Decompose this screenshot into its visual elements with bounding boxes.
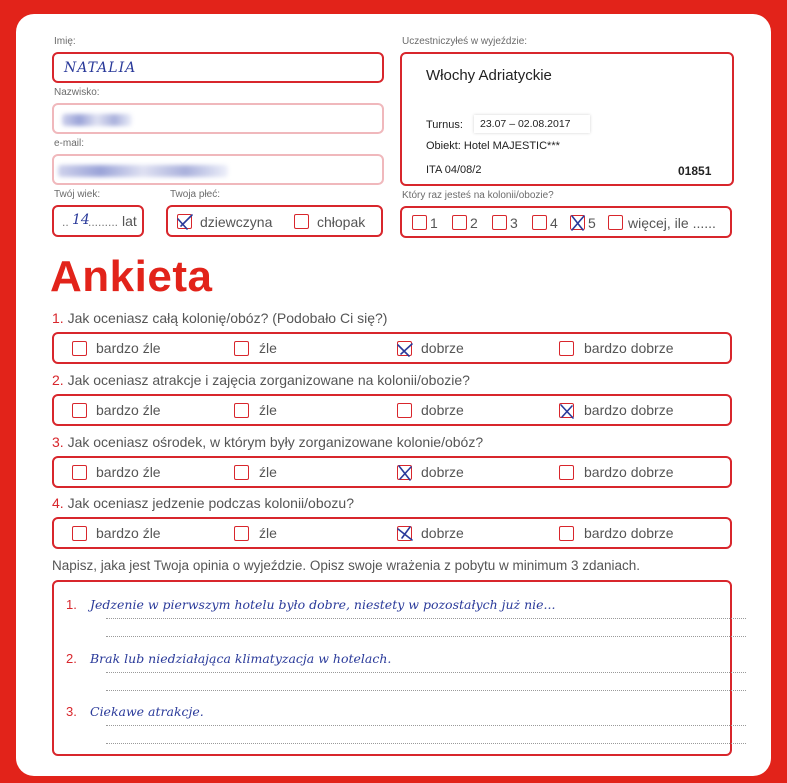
q1-zle-label: źle [259,340,277,356]
question-2-options [52,394,732,426]
q4-dobrze-checkbox[interactable] [397,526,412,541]
q2-bardzo-zle-checkbox[interactable] [72,403,87,418]
question-2-number: 2. [52,372,64,388]
gender-label: Twoja płeć: [170,189,221,200]
question-1-text: Jak oceniasz całą kolonię/obóz? (Podobało Ci się?) [67,310,388,326]
times-1-checkbox[interactable] [412,215,427,230]
answer-line [106,690,746,691]
gender-male-label: chłopak [317,214,366,230]
answer-line [106,618,746,619]
check-mark-icon [568,213,588,233]
times-more-label: więcej, ile ...... [628,215,716,231]
times-2-checkbox[interactable] [452,215,467,230]
q4-bardzo-zle-checkbox[interactable] [72,526,87,541]
check-mark-icon [395,339,415,359]
q2-dobrze-checkbox[interactable] [397,403,412,418]
answer-1-number: 1. [66,597,77,612]
age-field[interactable] [52,205,144,237]
email-label: e-mail: [54,138,85,149]
check-mark-icon [557,401,577,421]
q1-zle-checkbox[interactable] [234,341,249,356]
opinion-prompt: Napisz, jaka jest Twoja opinia o wyjeździe. Opisz swoje wrażenia z pobytu w minimum 3 zdaniach. [52,558,641,573]
answer-2-text: Brak lub niedziałająca klimatyzacja w hotelach. [90,651,392,666]
q2-bardzo-zle-label: bardzo źle [96,402,161,418]
q4-zle-label: źle [259,525,277,541]
turnus-value: 23.07 – 02.08.2017 [474,115,590,133]
times-4-label: 4 [550,215,558,231]
age-label: Twój wiek: [54,189,101,200]
q3-bardzo-dobrze-checkbox[interactable] [559,465,574,480]
opinion-box[interactable] [52,580,732,756]
question-4-text: Jak oceniasz jedzenie podczas kolonii/obozu? [67,495,354,511]
check-mark-icon [175,212,195,232]
times-more-checkbox[interactable] [608,215,623,230]
q2-bardzo-dobrze-label: bardzo dobrze [584,402,674,418]
name-label: Imię: [54,36,76,47]
q1-dobrze-label: dobrze [421,340,464,356]
q4-dobrze-label: dobrze [421,525,464,541]
q2-dobrze-label: dobrze [421,402,464,418]
question-3-options [52,456,732,488]
surname-label: Nazwisko: [54,87,100,98]
age-value: 14 [72,212,90,228]
q4-bardzo-zle-label: bardzo źle [96,525,161,541]
answer-line [106,672,746,673]
times-4-checkbox[interactable] [532,215,547,230]
trip-obiekt: Obiekt: Hotel MAJESTIC*** [426,140,560,152]
q2-zle-checkbox[interactable] [234,403,249,418]
q2-zle-label: źle [259,402,277,418]
trip-box [400,52,734,186]
question-3-text: Jak oceniasz ośrodek, w którym były zorganizowane kolonie/obóz? [67,434,484,450]
check-mark-icon [395,524,415,544]
q1-bardzo-dobrze-label: bardzo dobrze [584,340,674,356]
question-4 [52,495,354,511]
trip-code: ITA 04/08/2 [426,164,482,176]
times-label: Który raz jesteś na kolonii/obozie? [402,190,554,201]
q4-zle-checkbox[interactable] [234,526,249,541]
q3-zle-checkbox[interactable] [234,465,249,480]
question-3 [52,434,483,450]
trip-number: 01851 [678,164,712,178]
q3-bardzo-zle-label: bardzo źle [96,464,161,480]
q1-dobrze-checkbox[interactable] [397,341,412,356]
answer-line [106,725,746,726]
question-4-options [52,517,732,549]
q1-bardzo-zle-checkbox[interactable] [72,341,87,356]
check-mark-icon [395,463,415,483]
answer-3-number: 3. [66,704,77,719]
q3-bardzo-dobrze-label: bardzo dobrze [584,464,674,480]
trip-label: Uczestniczyłeś w wyjeździe: [402,36,528,47]
question-1 [52,310,387,326]
question-4-number: 4. [52,495,64,511]
answer-2-number: 2. [66,651,77,666]
q2-bardzo-dobrze-checkbox[interactable] [559,403,574,418]
answer-1-text: Jedzenie w pierwszym hotelu było dobre, niestety w pozostałych już nie... [90,597,556,612]
gender-field [166,205,383,237]
answer-3-text: Ciekawe atrakcje. [90,704,204,719]
page-title: Ankieta [50,252,213,301]
q3-zle-label: źle [259,464,277,480]
name-value: NATALIA [64,60,137,76]
question-1-number: 1. [52,310,64,326]
name-field[interactable] [52,52,384,83]
q3-dobrze-checkbox[interactable] [397,465,412,480]
age-dots-left: .. [62,215,69,229]
gender-male-checkbox[interactable] [294,214,309,229]
q3-bardzo-zle-checkbox[interactable] [72,465,87,480]
survey-sheet [16,14,771,776]
times-field [400,206,732,238]
q4-bardzo-dobrze-checkbox[interactable] [559,526,574,541]
times-5-label: 5 [588,215,596,231]
gender-female-checkbox[interactable] [177,214,192,229]
question-2-text: Jak oceniasz atrakcje i zajęcia zorganizowane na kolonii/obozie? [67,372,470,388]
times-1-label: 1 [430,215,438,231]
turnus-label: Turnus: [426,119,463,131]
times-3-checkbox[interactable] [492,215,507,230]
trip-destination: Włochy Adriatyckie [426,67,552,84]
q1-bardzo-zle-label: bardzo źle [96,340,161,356]
answer-line [106,636,746,637]
times-5-checkbox[interactable] [570,215,585,230]
email-field[interactable] [52,154,384,185]
surname-field[interactable] [52,103,384,134]
question-1-options [52,332,732,364]
question-3-number: 3. [52,434,64,450]
answer-line [106,743,746,744]
age-unit: lat [122,213,137,229]
gender-female-label: dziewczyna [200,214,273,230]
question-2 [52,372,470,388]
redacted-surname [62,114,132,126]
q3-dobrze-label: dobrze [421,464,464,480]
times-2-label: 2 [470,215,478,231]
age-dots-right: ......... [88,215,119,229]
redacted-email [58,165,228,177]
q4-bardzo-dobrze-label: bardzo dobrze [584,525,674,541]
times-3-label: 3 [510,215,518,231]
q1-bardzo-dobrze-checkbox[interactable] [559,341,574,356]
